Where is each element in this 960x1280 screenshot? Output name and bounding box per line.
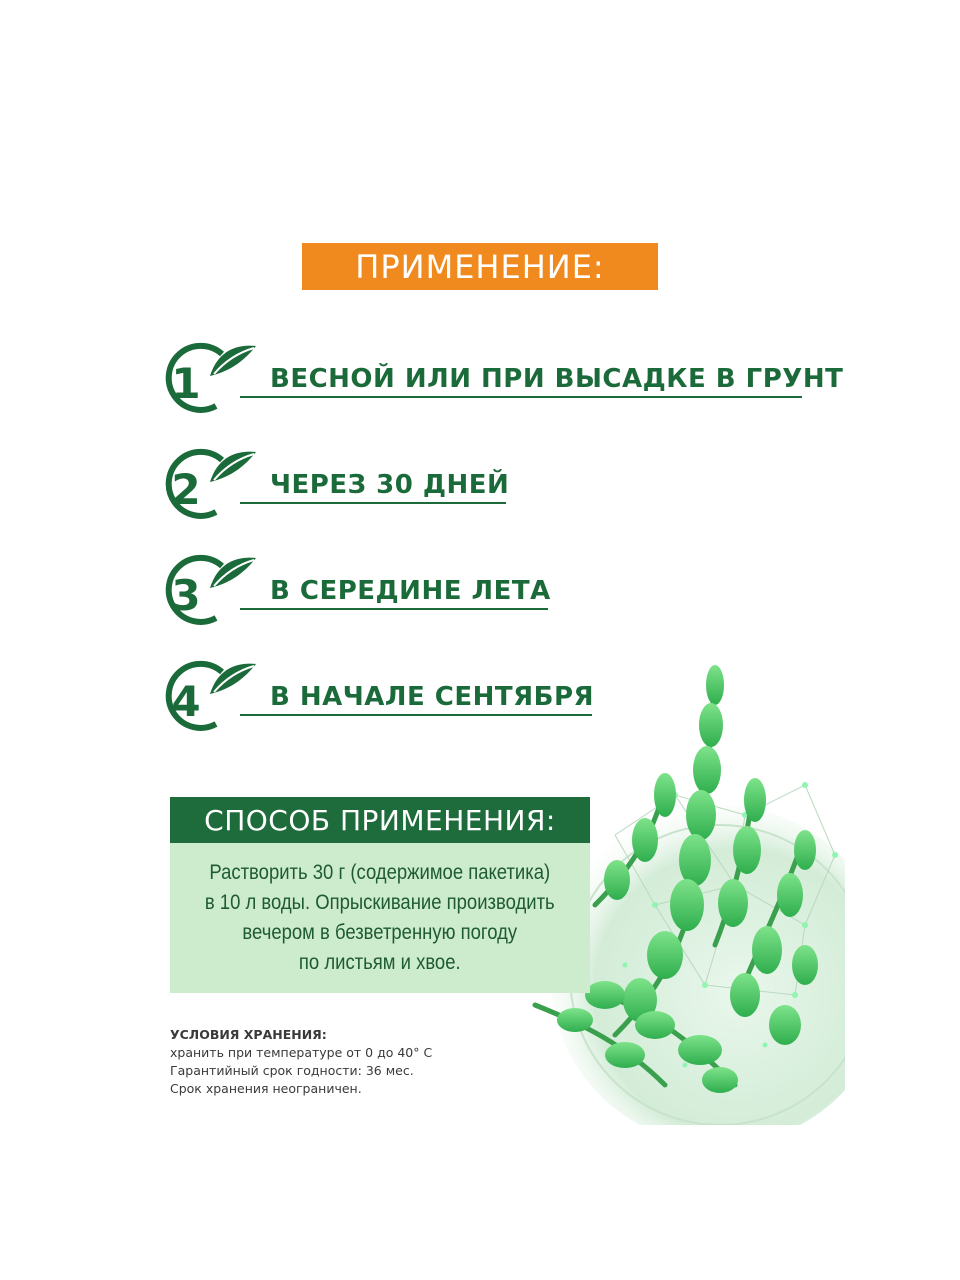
step-3 [148, 552, 828, 632]
method-instructions [170, 843, 590, 993]
step-2 [148, 446, 828, 526]
underline [240, 502, 506, 504]
step-label: ЧЕРЕЗ 30 ДНЕЙ [270, 470, 510, 500]
number-badge-icon [148, 658, 258, 738]
page-title: ПРИМЕНЕНИЕ: [355, 247, 605, 286]
step-number: 1 [171, 359, 201, 408]
storage-line: хранить при температуре от 0 до 40° С [170, 1045, 433, 1060]
step-label: В НАЧАЛЕ СЕНТЯБРЯ [270, 682, 595, 712]
underline [240, 396, 802, 398]
step-label: ВЕСНОЙ ИЛИ ПРИ ВЫСАДКЕ В ГРУНТ [270, 364, 844, 394]
step-number: 3 [171, 571, 201, 620]
number-badge-icon [148, 446, 258, 526]
number-badge-icon [148, 340, 258, 420]
storage-title: УСЛОВИЯ ХРАНЕНИЯ: [170, 1027, 327, 1042]
step-1 [148, 340, 844, 420]
underline [240, 608, 548, 610]
method-text: Растворить 30 г (содержимое пакетика) в 10 л воды. Опрыскивание производить вечером в безветренную погоду по листьям и хвое. [205, 861, 555, 974]
step-number: 2 [171, 465, 201, 514]
storage-line: Гарантийный срок годности: 36 мес. [170, 1063, 414, 1078]
number-badge-icon [148, 552, 258, 632]
step-number: 4 [171, 677, 201, 726]
step-label: В СЕРЕДИНЕ ЛЕТА [270, 576, 551, 606]
method-header [170, 797, 590, 843]
storage-conditions [170, 1026, 432, 1098]
title-banner [302, 243, 658, 290]
method-title: СПОСОБ ПРИМЕНЕНИЯ: [204, 803, 556, 837]
storage-line: Срок хранения неограничен. [170, 1081, 362, 1096]
